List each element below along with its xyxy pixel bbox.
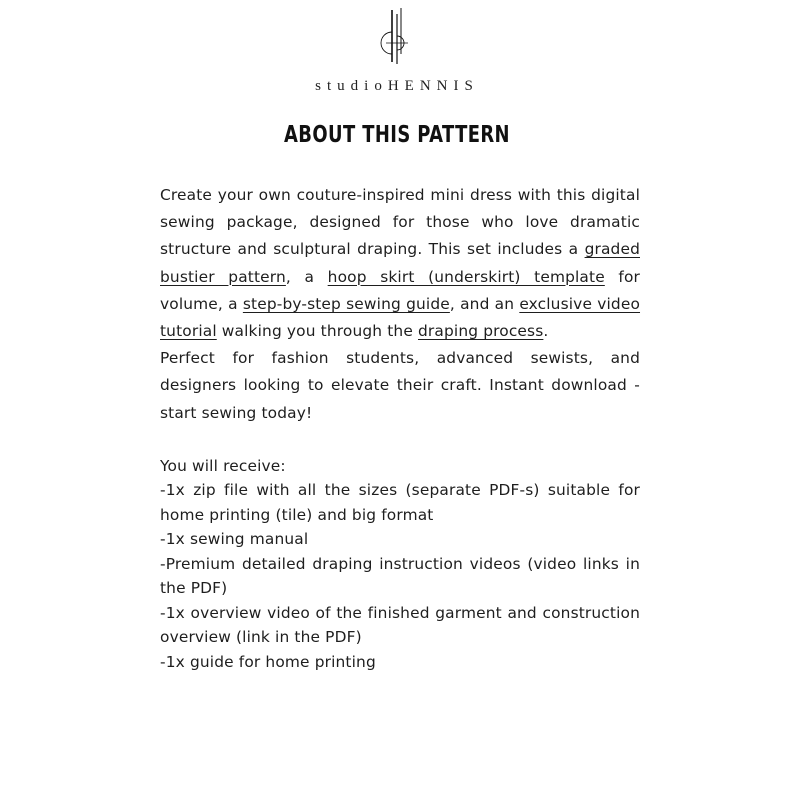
list-item: -1x guide for home printing: [160, 652, 376, 671]
pattern-description: [160, 182, 640, 674]
list-item: -1x zip file with all the sizes (separate PDF-s) suitable for home printing (tile) and big format: [160, 481, 640, 524]
spacer: [160, 427, 640, 454]
list-item: -1x sewing manual: [160, 530, 309, 549]
page-title: ABOUT THIS PATTERN: [284, 122, 510, 148]
link-hoop-skirt-template[interactable]: hoop skirt (underskirt) template: [327, 267, 605, 286]
receive-list: [160, 454, 640, 675]
link-sewing-guide[interactable]: step-by-step sewing guide: [242, 294, 450, 313]
description-text: Create your own couture-inspired mini dress with this digital sewing package, designed for those who love dramatic structure and sculptural draping. This set includes a: [160, 186, 640, 259]
link-graded-bustier-pattern[interactable]: graded bustier pattern: [160, 240, 640, 286]
list-item: -1x overview video of the finished garment and construction overview (link in the PDF): [160, 603, 640, 647]
description-paragraph-2: Perfect for fashion students, advanced sewists, and designers looking to elevate their craft. Instant download - start sewing today!: [160, 349, 640, 422]
description-text: .: [543, 322, 549, 341]
description-text: for volume, a: [160, 267, 641, 313]
link-draping-process[interactable]: draping process: [418, 322, 544, 341]
studio-hennis-logo-icon: [378, 8, 414, 64]
brand-name: studioHENNIS: [315, 78, 479, 94]
receive-heading: You will receive:: [160, 456, 286, 475]
description-text: , a: [285, 267, 328, 286]
description-paragraph: [160, 182, 640, 345]
description-text: walking you through the: [216, 322, 418, 341]
link-video-tutorial[interactable]: exclusive video tutorial: [160, 294, 641, 341]
description-text: , and an: [449, 294, 520, 313]
list-item: -Premium detailed draping instruction videos (video links in the PDF): [160, 554, 640, 598]
